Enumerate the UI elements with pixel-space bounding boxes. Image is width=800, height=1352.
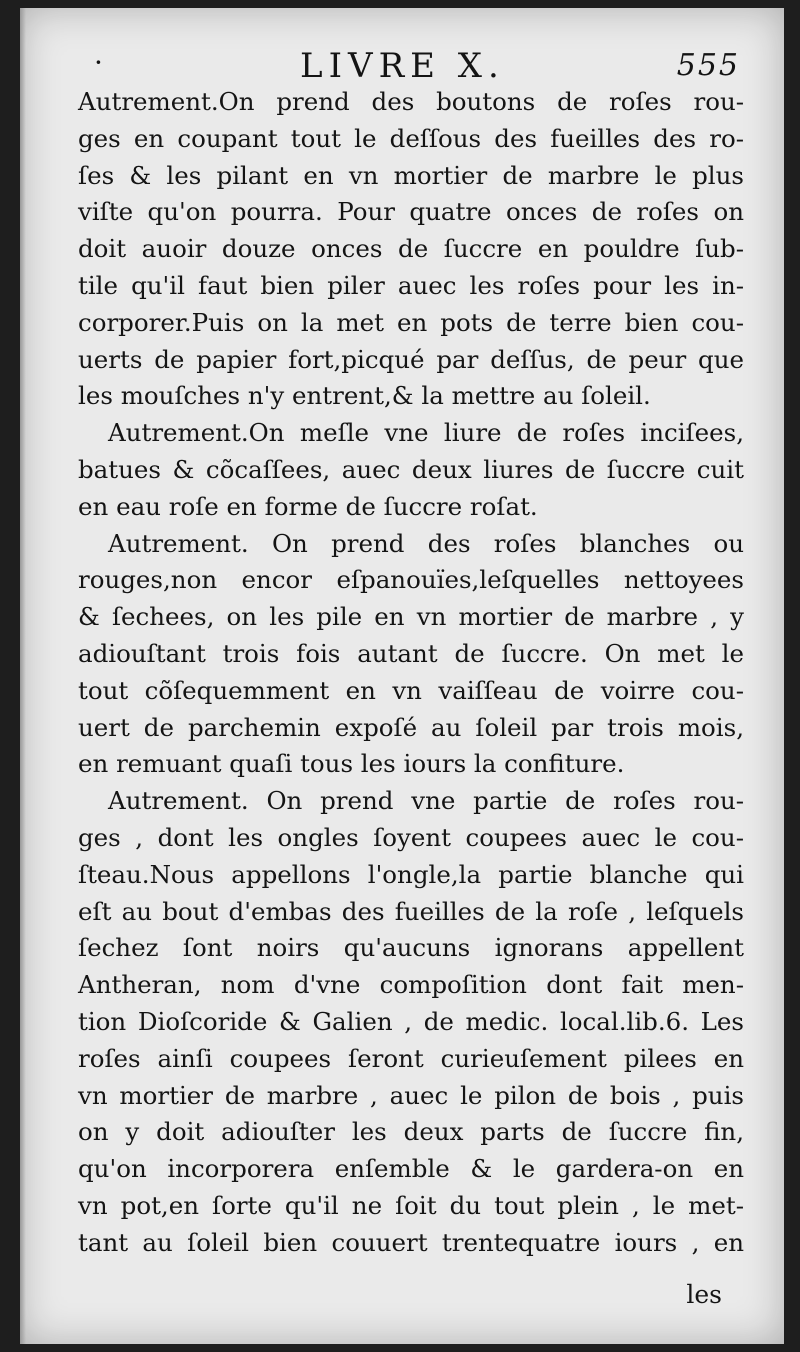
text-line-last: en remuant quaſi tous les iours la confiture. — [78, 749, 625, 779]
text-line: Autrement.On prend des boutons de roſes rou- — [78, 87, 744, 116]
paragraph-2 — [78, 415, 744, 525]
page-number: 555 — [676, 48, 740, 83]
text-line: rouges,non encor eſpanouïes,leſquelles nettoyees — [78, 565, 744, 595]
text-line: ſechez ſont noirs qu'aucuns ignorans appellent — [78, 933, 744, 963]
book-page — [20, 8, 784, 1344]
text-line: vn pot,en ſorte qu'il ne ſoit du tout plein , le met- — [78, 1190, 744, 1220]
text-line-last: les mouſches n'y entrent,& la mettre au ſoleil. — [78, 381, 651, 411]
text-line: ges en coupant tout le deſſous des fueilles des ro- — [78, 123, 744, 153]
text-line: ſteau.Nous appellons l'ongle,la partie blanche qui — [78, 859, 744, 889]
text-line: tant au ſoleil bien couuert trentequatre iours , en — [78, 1227, 744, 1257]
text-line: Autrement.On meſle vne liure de roſes inciſees, — [108, 418, 744, 448]
text-line: Autrement. On prend vne partie de roſes rou- — [108, 786, 744, 816]
text-line: corporer.Puis on la met en pots de terre bien cou- — [78, 307, 744, 337]
text-line: on y doit adiouſter les deux parts de ſuccre fin, — [78, 1117, 744, 1147]
text-line: tion Dioſcoride & Galien , de medic. local.lib.6. Les — [78, 1006, 744, 1036]
text-line: batues & cõcaſſees, auec deux liures de ſuccre cuit — [78, 454, 744, 484]
text-line: qu'on incorporera enſemble & le gardera-on en — [78, 1154, 744, 1184]
text-line: Autrement. On prend des roſes blanches ou — [108, 528, 744, 558]
text-line: vn mortier de marbre , auec le pilon de bois , puis — [78, 1080, 744, 1110]
text-line: ges , dont les ongles ſoyent coupees auec le cou- — [78, 822, 744, 852]
text-line: eſt au bout d'embas des fueilles de la roſe , leſquels — [78, 896, 744, 926]
paragraph-3 — [78, 526, 744, 784]
text-line: & ſechees, on les pile en vn mortier de marbre , y — [78, 602, 744, 632]
header-mark: · — [94, 46, 103, 79]
text-line: uert de parchemin expoſé au ſoleil par trois mois, — [78, 712, 744, 742]
text-line: viſte qu'on pourra. Pour quatre onces de roſes on — [78, 197, 744, 227]
text-line: ſes & les pilant en vn mortier de marbre le plus — [78, 160, 744, 190]
text-line: roſes ainſi coupees ſeront curieuſement pilees en — [78, 1043, 744, 1073]
text-line: adiouſtant trois fois autant de ſuccre. On met le — [78, 638, 744, 668]
text-line: tout cõſequemment en vn vaiſſeau de voirre cou- — [78, 675, 744, 705]
text-line: Antheran, nom d'vne compoſition dont fait men- — [78, 970, 744, 1000]
text-line: doit auoir douze onces de ſuccre en pouldre ſub- — [78, 234, 744, 264]
text-line: tile qu'il faut bien piler auec les roſes pour les in- — [78, 270, 744, 300]
catchword: les — [686, 1280, 722, 1309]
text-line: uerts de papier fort,picqué par deſſus, de peur que — [78, 344, 744, 374]
page-header — [80, 42, 754, 86]
running-title: LIVRE X. — [300, 46, 505, 86]
text-line-last: en eau roſe en forme de ſuccre roſat. — [78, 491, 538, 521]
paragraph-1 — [78, 84, 744, 415]
paragraph-4 — [78, 783, 744, 1261]
body-text — [78, 84, 744, 1262]
